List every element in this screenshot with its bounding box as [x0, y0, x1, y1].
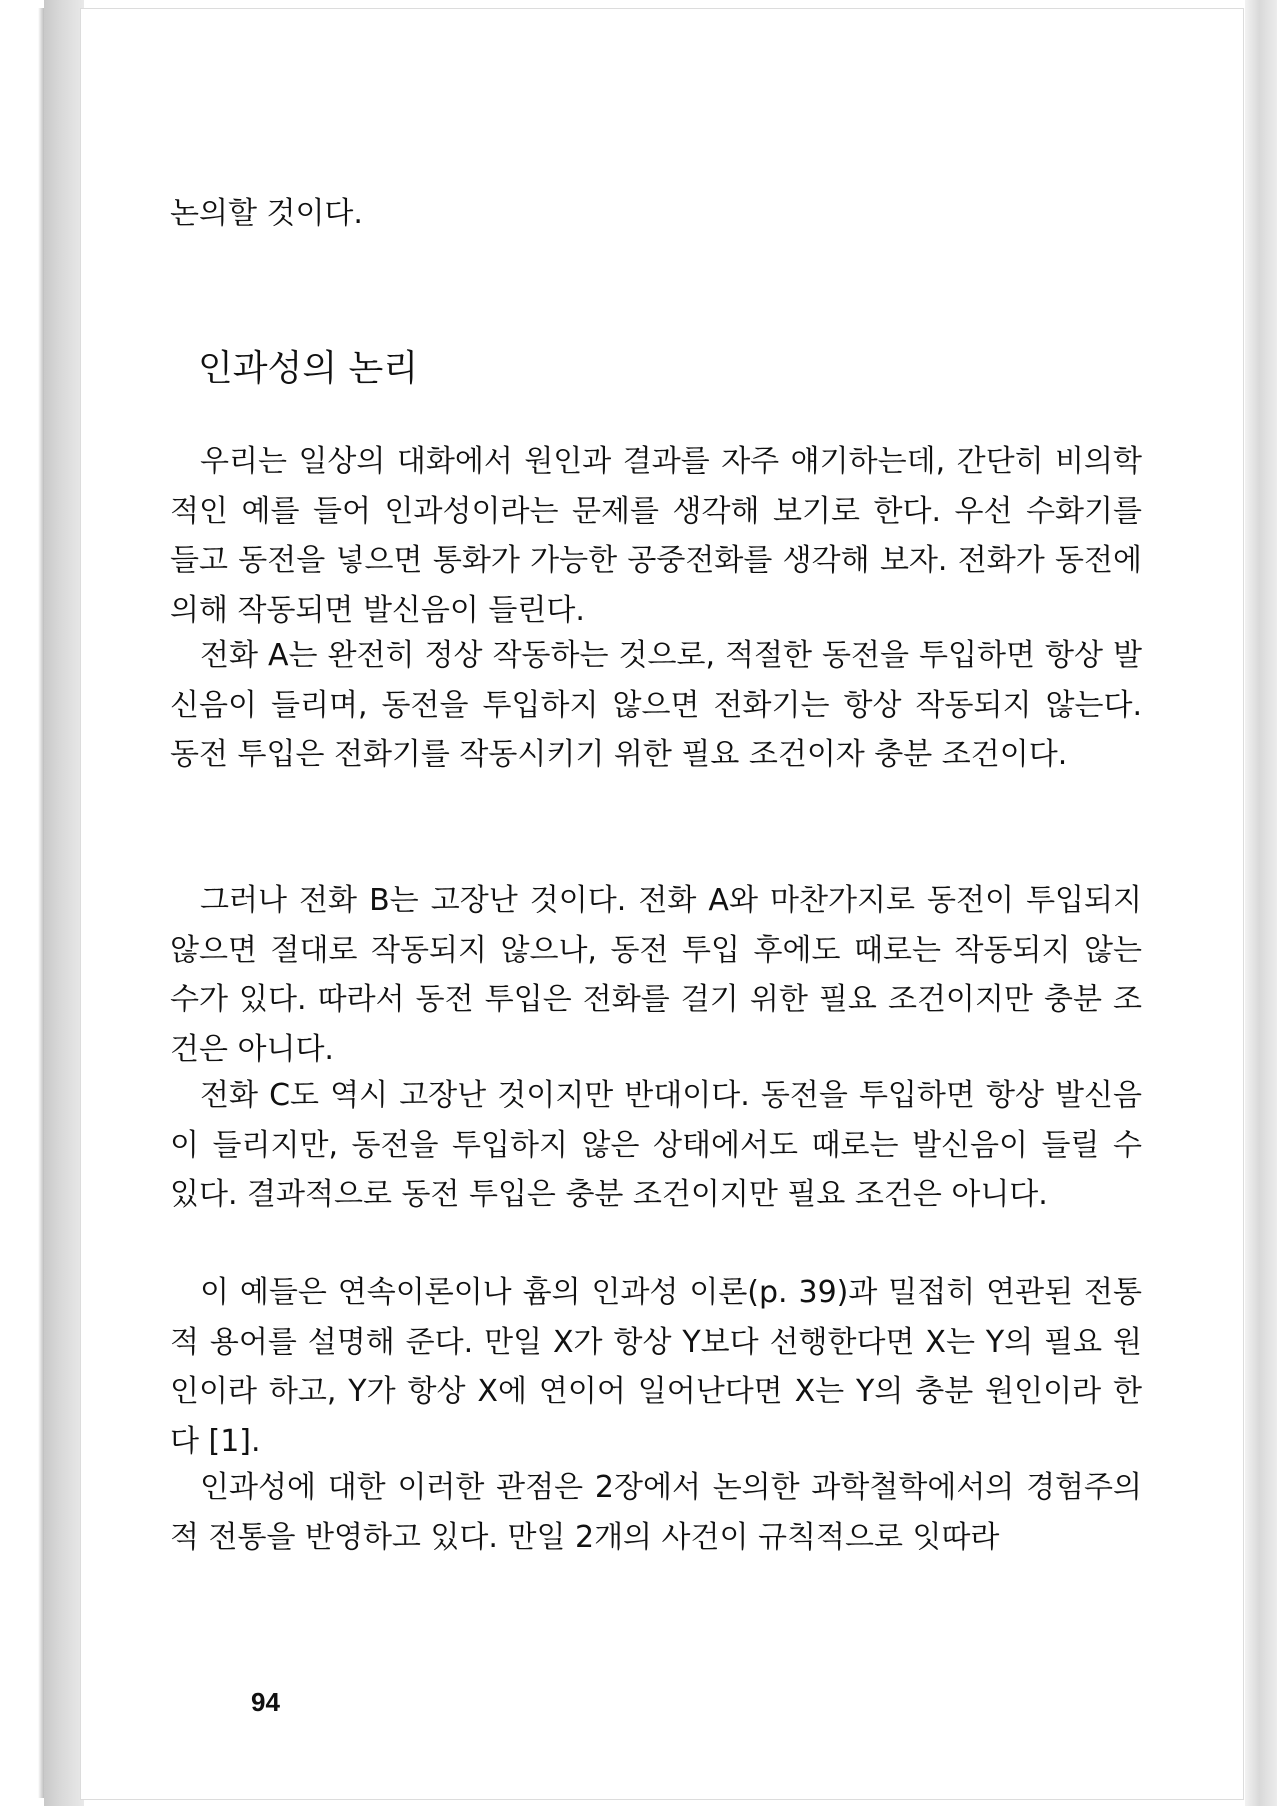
lead-line: 논의할 것이다.	[170, 196, 363, 231]
page-number: 94	[251, 1687, 280, 1717]
paragraph: 전화 A는 완전히 정상 작동하는 것으로, 적절한 동전을 투입하면 항상 발신음이 들리며, 동전을 투입하지 않으면 전화기는 항상 작동되지 않는다. 동전 투입은 전화기를 작동시키기 위한 필요 조건이자 충분 조건이다.	[170, 638, 1142, 772]
paragraph: 인과성에 대한 이러한 관점은 2장에서 논의한 과학철학에서의 경험주의적 전통을 반영하고 있다. 만일 2개의 사건이 규칙적으로 잇따라	[170, 1470, 1142, 1555]
paragraph: 그러나 전화 B는 고장난 것이다. 전화 A와 마찬가지로 동전이 투입되지 않으면 절대로 작동되지 않으나, 동전 투입 후에도 때로는 작동되지 않는 수가 있다. 따라서 동전 투입은 전화를 걸기 위한 필요 조건이지만 충분 조건은 아니다.	[170, 883, 1142, 1067]
right-page-stack	[1245, 0, 1277, 1806]
paragraph: 이 예들은 연속이론이나 흄의 인과성 이론(p. 39)과 밀접히 연관된 전통적 용어를 설명해 준다. 만일 X가 항상 Y보다 선행한다면 X는 Y의 필요 원인이라 하고, Y가 항상 X에 연이어 일어난다면 X는 Y의 충분 원인이라 한다 [1].	[170, 1275, 1142, 1459]
book-spine-shadow	[44, 0, 84, 1806]
section-title: 인과성의 논리	[198, 348, 419, 389]
paragraph: 전화 C도 역시 고장난 것이지만 반대이다. 동전을 투입하면 항상 발신음이 들리지만, 동전을 투입하지 않은 상태에서도 때로는 발신음이 들릴 수 있다. 결과적으로 동전 투입은 충분 조건이지만 필요 조건은 아니다.	[170, 1078, 1142, 1212]
paragraph: 우리는 일상의 대화에서 원인과 결과를 자주 얘기하는데, 간단히 비의학적인 예를 들어 인과성이라는 문제를 생각해 보기로 한다. 우선 수화기를 들고 동전을 넣으면 통화가 가능한 공중전화를 생각해 보자. 전화가 동전에 의해 작동되면 발신음이 들린다.	[170, 444, 1142, 628]
